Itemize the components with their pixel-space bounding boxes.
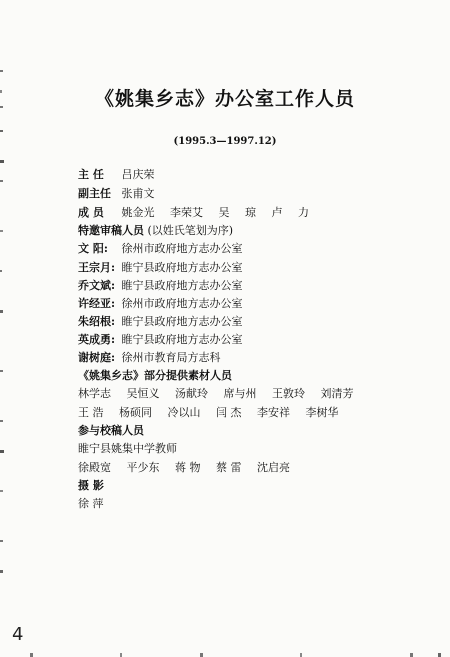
contributor-name: 李安祥 — [257, 406, 290, 419]
reviewer-name: 王宗月: — [78, 261, 116, 274]
reviewer-row — [78, 315, 243, 329]
director-name: 吕庆荣 — [121, 168, 155, 181]
scan-bottom-marks — [0, 649, 450, 657]
reviewer-org: 睢宁县政府地方志办公室 — [121, 279, 243, 292]
contributors-heading: 《姚集乡志》部分提供素材人员 — [78, 369, 232, 382]
contributors-row-1 — [78, 387, 366, 401]
director-row — [78, 168, 155, 182]
proofreaders-org: 睢宁县姚集中学教师 — [78, 442, 177, 455]
contributor-name: 王 浩 — [78, 406, 104, 419]
member-name: 力 — [298, 206, 309, 219]
reviewer-name: 乔文斌: — [78, 279, 116, 292]
member-name: 琼 — [245, 206, 256, 219]
member-name: 李荣艾 — [170, 206, 203, 219]
reviewer-org: 徐州市政府地方志办公室 — [121, 297, 243, 310]
reviewer-name: 文 阳: — [78, 242, 108, 255]
reviewer-row — [78, 261, 243, 275]
proofreader-name: 沈启亮 — [257, 461, 290, 474]
contributor-name: 刘清芳 — [320, 387, 354, 400]
reviewers-note: (以姓氏笔划为序) — [147, 224, 234, 237]
reviewers-heading-row — [78, 224, 233, 238]
photographer-name: 徐 萍 — [78, 497, 104, 510]
proofreaders-heading: 参与校稿人员 — [78, 424, 144, 437]
reviewer-row — [78, 297, 243, 311]
reviewer-name: 谢树庭: — [78, 351, 116, 364]
reviewer-org: 睢宁县政府地方志办公室 — [121, 315, 243, 328]
photography-heading: 摄 影 — [78, 479, 104, 492]
page-number: 4 — [12, 624, 24, 645]
reviewer-row — [78, 242, 243, 256]
page-title: 《姚集乡志》办公室工作人员 — [94, 88, 355, 110]
contributor-name: 汤献玲 — [175, 387, 208, 400]
reviewer-name: 许经亚: — [78, 297, 116, 310]
reviewer-row — [78, 279, 243, 293]
contributors-row-2 — [78, 406, 351, 420]
reviewer-org: 睢宁县政府地方志办公室 — [121, 333, 243, 346]
reviewers-heading: 特邀审稿人员 — [78, 224, 144, 237]
reviewer-org: 徐州市政府地方志办公室 — [121, 242, 243, 255]
reviewer-org: 睢宁县政府地方志办公室 — [121, 261, 243, 274]
deputy-director-label: 副主任 — [78, 187, 111, 200]
scan-edge-marks — [0, 70, 6, 590]
member-name: 卢 — [271, 206, 283, 219]
reviewer-name: 朱绍根: — [78, 315, 116, 328]
contributor-name: 席与州 — [223, 387, 257, 400]
contributor-name: 杨硕同 — [119, 406, 152, 419]
contributor-name: 吴恒义 — [126, 387, 160, 400]
proofreaders-names-row — [78, 461, 302, 475]
period-range: (1995.3—1997.12) — [173, 136, 277, 147]
proofreader-name: 徐殿宽 — [78, 461, 111, 474]
proofreader-name: 平少东 — [126, 461, 160, 474]
contributor-name: 王敦玲 — [272, 387, 305, 400]
reviewer-org: 徐州市教育局方志科 — [121, 351, 221, 364]
reviewer-name: 英成勇: — [78, 333, 116, 346]
members-row — [78, 206, 321, 220]
contributor-name: 冷以山 — [167, 406, 201, 419]
deputy-director-row — [78, 187, 155, 201]
proofreader-name: 蔡 雷 — [216, 461, 242, 474]
members-label: 成 员 — [78, 206, 104, 219]
reviewer-row — [78, 333, 243, 347]
member-name: 姚金光 — [121, 206, 155, 219]
reviewer-row — [78, 351, 221, 365]
contributor-name: 李树华 — [305, 406, 339, 419]
contributor-name: 闫 杰 — [216, 406, 242, 419]
proofreader-name: 蒋 物 — [175, 461, 201, 474]
contributor-name: 林学志 — [78, 387, 111, 400]
member-name: 吴 — [218, 206, 230, 219]
director-label: 主 任 — [78, 168, 104, 181]
deputy-director-name: 张甫文 — [121, 187, 155, 200]
